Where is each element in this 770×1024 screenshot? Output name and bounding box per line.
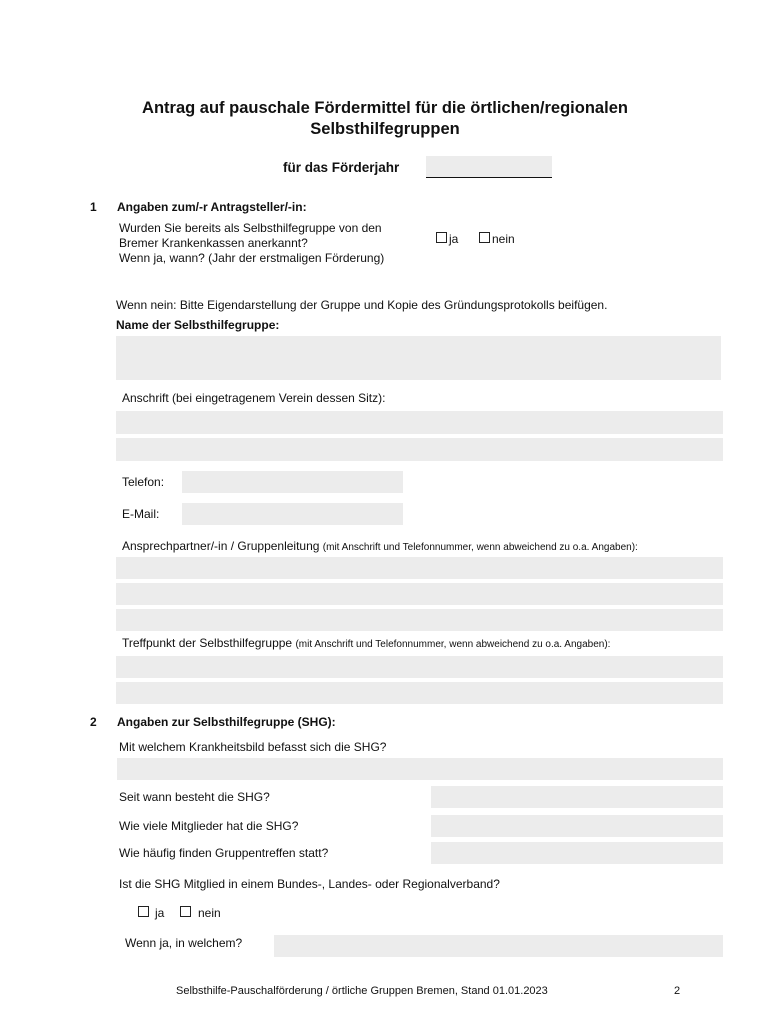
- contact-field-line3[interactable]: [116, 609, 723, 631]
- meeting-label-note: (mit Anschrift und Telefonnummer, wenn abweichend zu o.a. Angaben):: [295, 639, 611, 650]
- recognized-question-line3: Wenn ja, wann? (Jahr der erstmaligen Förderung): [119, 251, 385, 265]
- document-title-line1: Antrag auf pauschale Fördermittel für die örtlichen/regionalen: [142, 99, 628, 117]
- footer-text: Selbsthilfe-Pauschalförderung / örtliche Gruppen Bremen, Stand 01.01.2023: [176, 985, 548, 997]
- which-association-question: Wenn ja, in welchem?: [125, 936, 243, 950]
- recognized-question-line2: Bremer Krankenkassen anerkannt?: [119, 236, 308, 250]
- meeting-label: [122, 636, 610, 652]
- group-name-label: Name der Selbsthilfegruppe:: [116, 318, 280, 332]
- phone-label: Telefon:: [122, 475, 165, 489]
- page-number: 2: [674, 985, 681, 997]
- contact-label-main: Ansprechpartner/-in / Gruppenleitung: [122, 539, 320, 553]
- association-yes-label: ja: [155, 906, 165, 920]
- address-field-line2[interactable]: [116, 438, 723, 461]
- phone-field[interactable]: [182, 471, 403, 493]
- members-question: Wie viele Mitglieder hat die SHG?: [119, 819, 299, 833]
- recognized-yes-checkbox[interactable]: [436, 232, 447, 243]
- association-question: Ist die SHG Mitglied in einem Bundes-, Landes- oder Regionalverband?: [119, 877, 500, 891]
- year-input[interactable]: [426, 156, 552, 178]
- contact-field-line1[interactable]: [116, 557, 723, 579]
- since-question: Seit wann besteht die SHG?: [119, 790, 270, 804]
- group-name-field[interactable]: [116, 336, 721, 380]
- recognized-yes-label: ja: [449, 232, 459, 246]
- association-no-label: nein: [198, 906, 221, 920]
- section2-heading: Angaben zur Selbsthilfegruppe (SHG):: [117, 715, 336, 729]
- frequency-question: Wie häufig finden Gruppentreffen statt?: [119, 846, 329, 860]
- recognized-question-line1: Wurden Sie bereits als Selbsthilfegruppe von den: [119, 221, 382, 235]
- email-field[interactable]: [182, 503, 403, 525]
- recognized-no-label: nein: [492, 232, 515, 246]
- meeting-field-line2[interactable]: [116, 682, 723, 704]
- meeting-field-line1[interactable]: [116, 656, 723, 678]
- since-field[interactable]: [431, 786, 723, 808]
- section1-number: 1: [90, 200, 97, 214]
- document-title-line2: Selbsthilfegruppen: [310, 120, 460, 138]
- meeting-label-main: Treffpunkt der Selbsthilfegruppe: [122, 636, 293, 650]
- email-label: E-Mail:: [122, 507, 160, 521]
- section2-number: 2: [90, 715, 97, 729]
- year-label: für das Förderjahr: [283, 160, 400, 175]
- contact-field-line2[interactable]: [116, 583, 723, 605]
- contact-label-note: (mit Anschrift und Telefonnummer, wenn abweichend zu o.a. Angaben):: [322, 542, 638, 553]
- contact-label: [122, 539, 638, 555]
- section1-heading: Angaben zum/-r Antragsteller/-in:: [117, 200, 307, 214]
- address-label: Anschrift (bei eingetragenem Verein dessen Sitz):: [122, 391, 386, 405]
- which-association-field[interactable]: [274, 935, 723, 957]
- association-no-checkbox[interactable]: [180, 906, 191, 917]
- members-field[interactable]: [431, 815, 723, 837]
- condition-field[interactable]: [117, 758, 723, 780]
- recognized-no-checkbox[interactable]: [479, 232, 490, 243]
- address-field-line1[interactable]: [116, 411, 723, 434]
- condition-question: Mit welchem Krankheitsbild befasst sich die SHG?: [119, 740, 387, 754]
- note-if-no: Wenn nein: Bitte Eigendarstellung der Gruppe und Kopie des Gründungsprotokolls beifügen.: [116, 298, 608, 312]
- frequency-field[interactable]: [431, 842, 723, 864]
- association-yes-checkbox[interactable]: [138, 906, 149, 917]
